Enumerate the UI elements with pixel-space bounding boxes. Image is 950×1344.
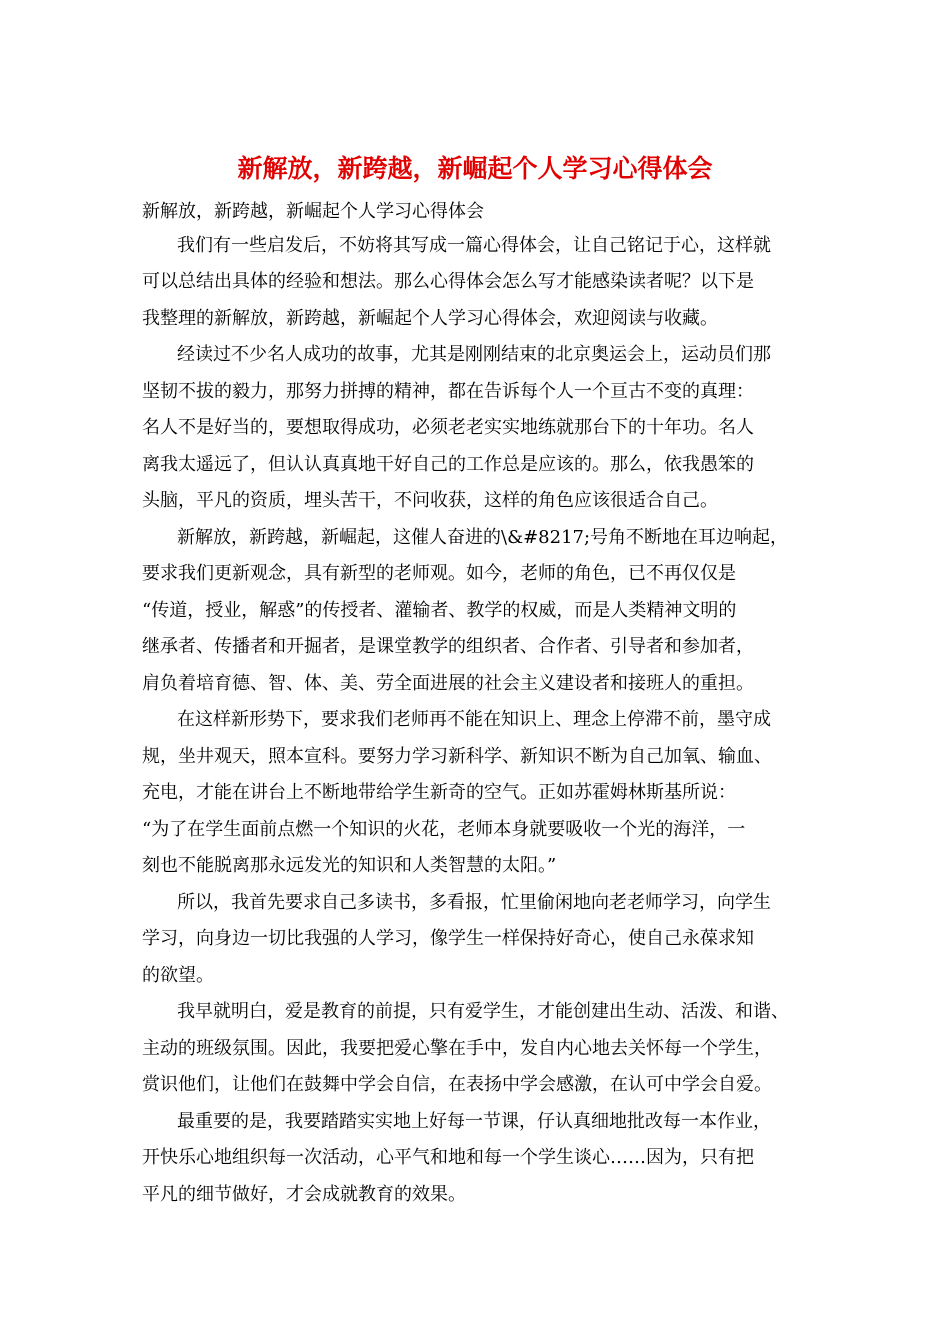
paragraph-line: “为了在学生面前点燃一个知识的火花，老师本身就要吸收一个光的海洋，一 <box>142 819 746 840</box>
paragraph-line: 经读过不少名人成功的故事，尤其是刚刚结束的北京奥运会上，运动员们那 <box>177 344 771 365</box>
paragraph-line: 我整理的新解放，新跨越，新崛起个人学习心得体会，欢迎阅读与收藏。 <box>142 308 718 329</box>
paragraph-line: 充电，才能在讲台上不断地带给学生新奇的空气。正如苏霍姆林斯基所说： <box>142 782 736 803</box>
paragraph-line: 肩负着培育德、智、体、美、劳全面进展的社会主义建设者和接班人的重担。 <box>142 673 754 694</box>
paragraph-line: 新解放，新跨越，新崛起，这催人奋进的\&#8217;号角不断地在耳边响起， <box>177 527 789 548</box>
paragraph-line: 开快乐心地组织每一次活动，心平气和地和每一个学生谈心……因为，只有把 <box>142 1147 754 1168</box>
document-subtitle: 新解放，新跨越，新崛起个人学习心得体会 <box>142 201 484 222</box>
paragraph-line: 规，坐井观天，照本宣科。要努力学习新科学、新知识不断为自己加氧、输血、 <box>142 746 772 767</box>
paragraph-line: 刻也不能脱离那永远发光的知识和人类智慧的太阳。” <box>142 855 557 876</box>
paragraph-line: 坚韧不拔的毅力，那努力拼搏的精神，都在告诉每个人一个亘古不变的真理： <box>142 381 754 402</box>
paragraph-line: 赏识他们，让他们在鼓舞中学会自信，在表扬中学会感激，在认可中学会自爱。 <box>142 1074 772 1095</box>
paragraph-line: “传道，授业，解惑”的传授者、灌输者、教学的权威，而是人类精神文明的 <box>142 600 737 621</box>
paragraph-line: 学习，向身边一切比我强的人学习，像学生一样保持好奇心，使自己永葆求知 <box>142 928 754 949</box>
paragraph-line: 可以总结出具体的经验和想法。那么心得体会怎么写才能感染读者呢？以下是 <box>142 271 754 292</box>
paragraph-line: 所以，我首先要求自己多读书，多看报，忙里偷闲地向老老师学习，向学生 <box>177 892 771 913</box>
paragraph-line: 继承者、传播者和开掘者，是课堂教学的组织者、合作者、引导者和参加者， <box>142 636 754 657</box>
paragraph-line: 头脑，平凡的资质，埋头苦干，不问收获，这样的角色应该很适合自己。 <box>142 490 718 511</box>
paragraph-line: 在这样新形势下，要求我们老师再不能在知识上、理念上停滞不前，墨守成 <box>177 709 771 730</box>
paragraph-line: 平凡的细节做好，才会成就教育的效果。 <box>142 1184 466 1205</box>
document-title: 新解放，新跨越，新崛起个人学习心得体会 <box>237 154 713 183</box>
paragraph-line: 名人不是好当的，要想取得成功，必须老老实实地练就那台下的十年功。名人 <box>142 417 754 438</box>
paragraph-line: 我们有一些启发后，不妨将其写成一篇心得体会，让自己铭记于心，这样就 <box>177 235 771 256</box>
paragraph-line: 要求我们更新观念，具有新型的老师观。如今，老师的角色，已不再仅仅是 <box>142 563 736 584</box>
paragraph-line: 我早就明白，爱是教育的前提，只有爱学生，才能创建出生动、活泼、和谐、 <box>177 1001 789 1022</box>
paragraph-line: 离我太遥远了，但认认真真地干好自己的工作总是应该的。那么，依我愚笨的 <box>142 454 754 475</box>
paragraph-line: 主动的班级氛围。因此，我要把爱心擎在手中，发自内心地去关怀每一个学生， <box>142 1038 772 1059</box>
paragraph-line: 最重要的是，我要踏踏实实地上好每一节课，仔认真细地批改每一本作业， <box>177 1111 771 1132</box>
paragraph-line: 的欲望。 <box>142 965 214 986</box>
